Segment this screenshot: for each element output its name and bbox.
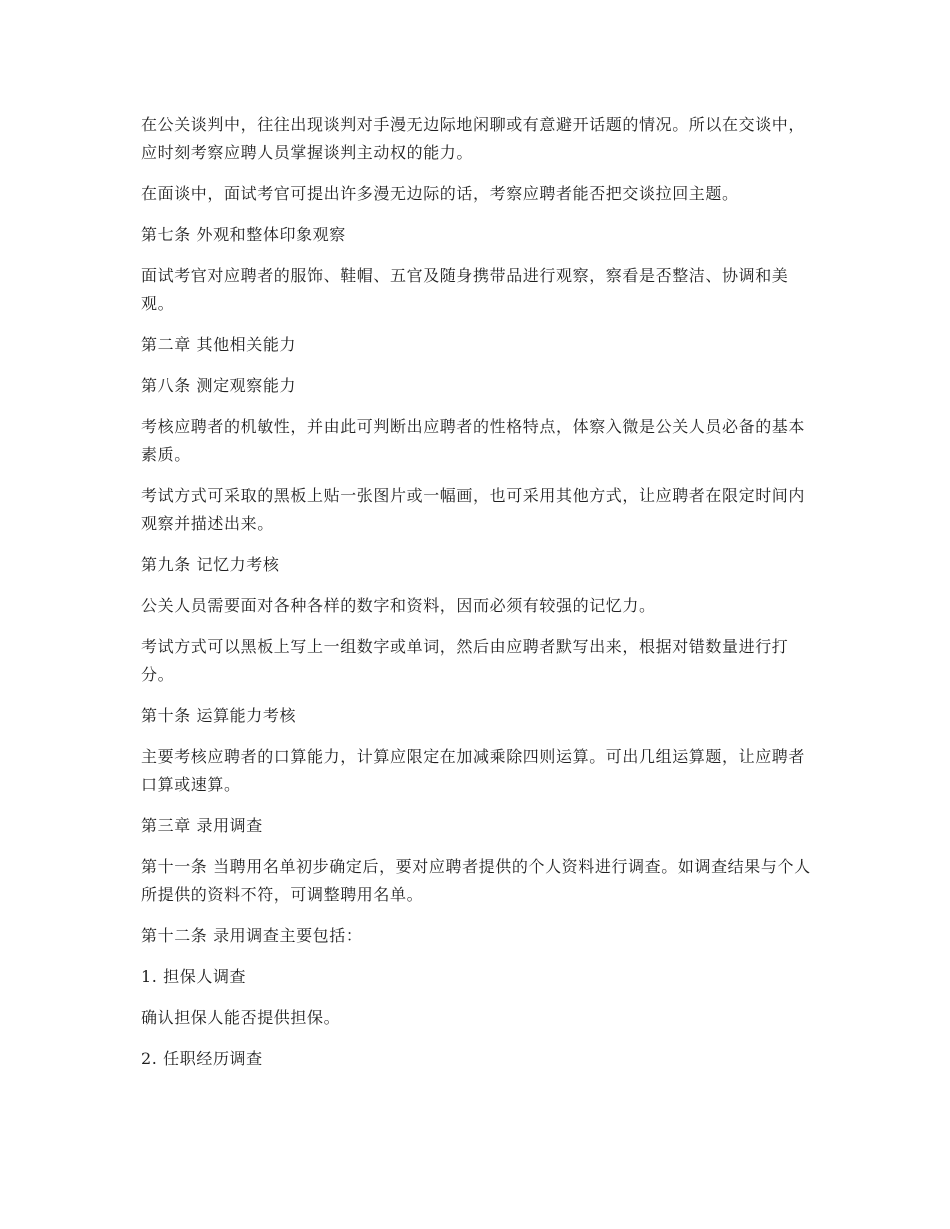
paragraph: 考核应聘者的机敏性，并由此可判断出应聘者的性格特点，体察入微是公关人员必备的基本素质。 xyxy=(141,417,806,464)
paragraph: 在面谈中，面试考官可提出许多漫无边际的话，考察应聘者能否把交谈拉回主题。 xyxy=(141,184,739,203)
chapter-heading: 第二章 其他相关能力 xyxy=(141,335,297,354)
chapter-heading: 第三章 录用调查 xyxy=(141,816,263,835)
list-item-heading: 2. 任职经历调查 xyxy=(141,1049,263,1068)
paragraph: 在公关谈判中，往往出现谈判对手漫无边际地闲聊或有意避开话题的情况。所以在交谈中，应时刻考察应聘人员掌握谈判主动权的能力。 xyxy=(141,115,806,162)
article-heading: 第八条 测定观察能力 xyxy=(141,376,297,395)
paragraph: 考试方式可以黑板上写上一组数字或单词，然后由应聘者默写出来，根据对错数量进行打分。 xyxy=(141,637,789,684)
article-heading: 第九条 记忆力考核 xyxy=(141,555,280,574)
paragraph: 第十二条 录用调查主要包括： xyxy=(141,926,363,945)
document-body xyxy=(141,111,811,1086)
paragraph: 公关人员需要面对各种各样的数字和资料，因而必须有较强的记忆力。 xyxy=(141,596,656,615)
paragraph: 主要考核应聘者的口算能力，计算应限定在加减乘除四则运算。可出几组运算题，让应聘者口算或速算。 xyxy=(141,747,806,794)
article-heading: 第十条 运算能力考核 xyxy=(141,706,297,725)
list-item-heading: 1. 担保人调查 xyxy=(141,967,247,986)
paragraph: 第十一条 当聘用名单初步确定后，要对应聘者提供的个人资料进行调查。如调查结果与个人所提供的资料不符，可调整聘用名单。 xyxy=(141,857,811,904)
paragraph: 面试考官对应聘者的服饰、鞋帽、五官及随身携带品进行观察，察看是否整洁、协调和美观。 xyxy=(141,266,789,313)
paragraph: 确认担保人能否提供担保。 xyxy=(141,1008,341,1027)
paragraph: 考试方式可采取的黑板上贴一张图片或一幅画，也可采用其他方式，让应聘者在限定时间内观察并描述出来。 xyxy=(141,486,806,533)
article-heading: 第七条 外观和整体印象观察 xyxy=(141,225,346,244)
